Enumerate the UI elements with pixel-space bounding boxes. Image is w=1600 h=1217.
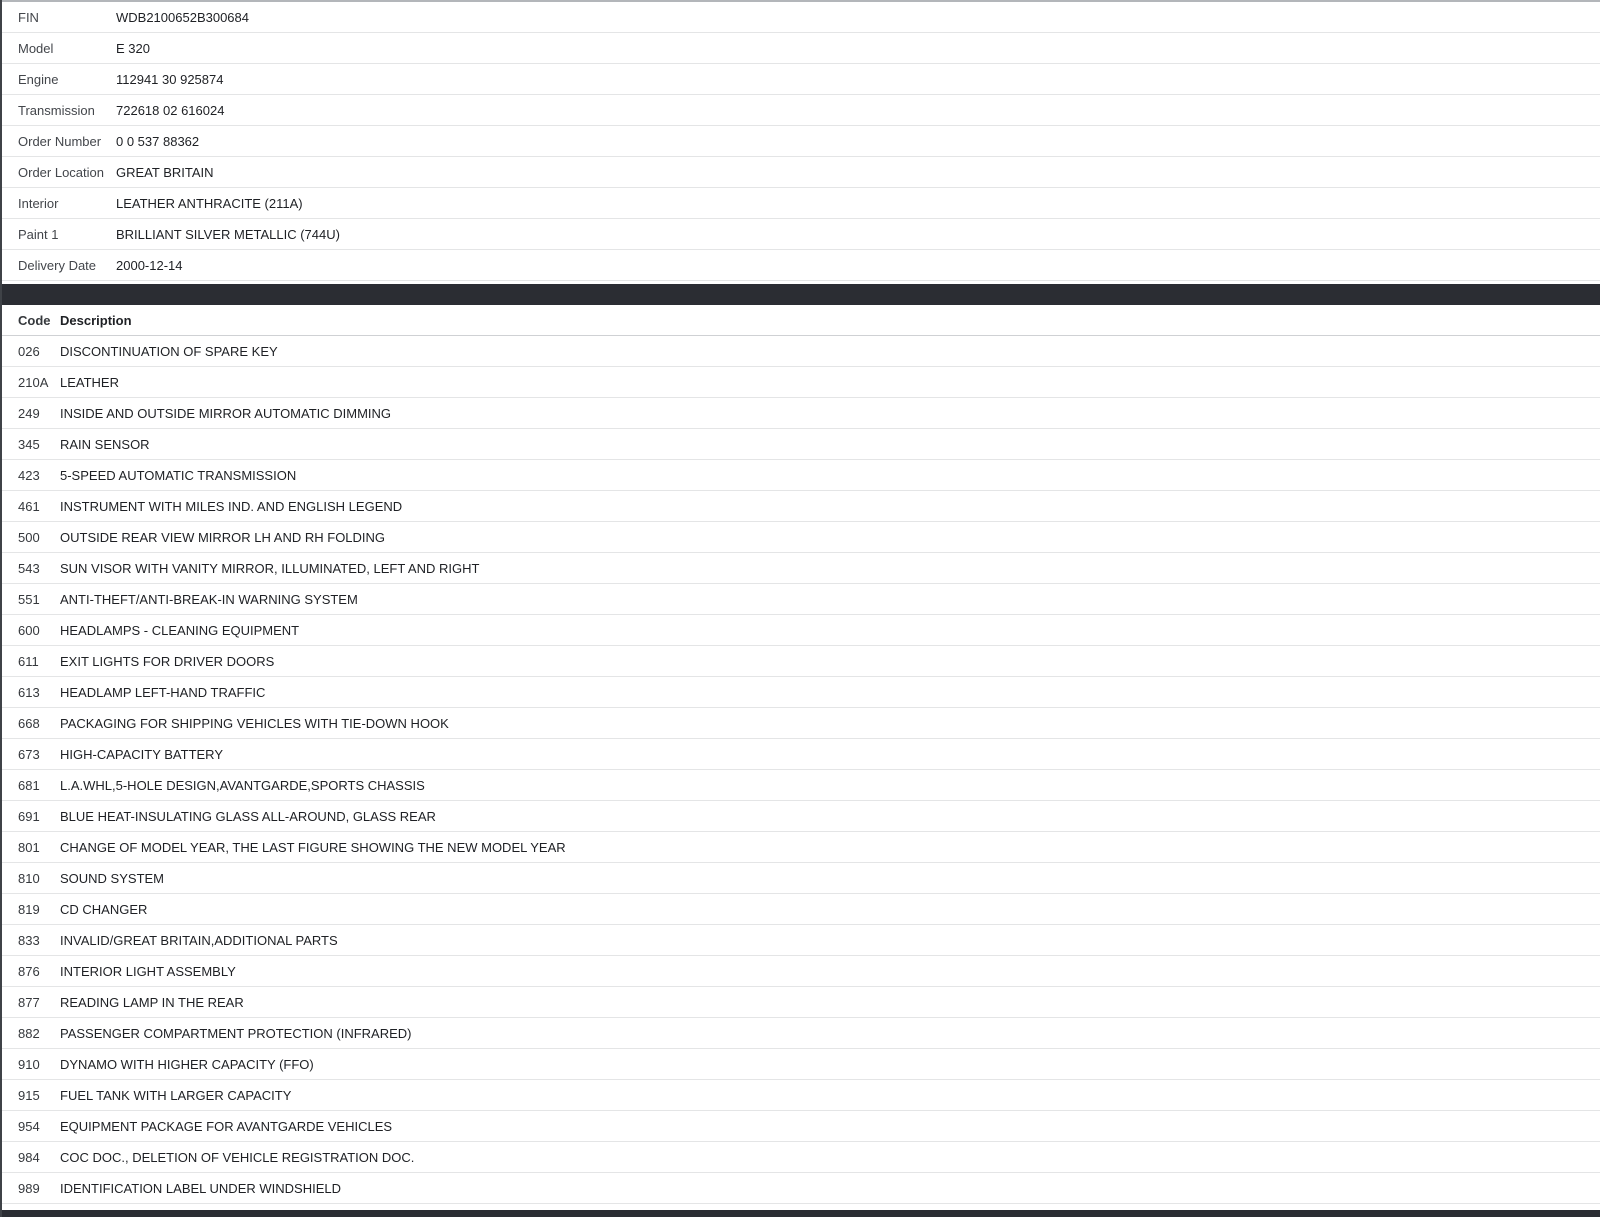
option-description: SUN VISOR WITH VANITY MIRROR, ILLUMINATED, LEFT AND RIGHT bbox=[60, 560, 480, 576]
spec-row bbox=[2, 2, 1600, 33]
code-row bbox=[2, 832, 1600, 863]
code-row bbox=[2, 398, 1600, 429]
option-code: 668 bbox=[18, 715, 40, 731]
option-description: DYNAMO WITH HIGHER CAPACITY (FFO) bbox=[60, 1056, 314, 1072]
code-row bbox=[2, 770, 1600, 801]
code-table-header-row bbox=[2, 305, 1600, 336]
option-description: HEADLAMPS - CLEANING EQUIPMENT bbox=[60, 622, 300, 638]
option-code: 613 bbox=[18, 684, 40, 700]
option-code: 543 bbox=[18, 560, 40, 576]
option-description: OUTSIDE REAR VIEW MIRROR LH AND RH FOLDING bbox=[60, 529, 386, 545]
option-description: READING LAMP IN THE REAR bbox=[60, 994, 244, 1010]
option-description: INVALID/GREAT BRITAIN,ADDITIONAL PARTS bbox=[60, 932, 338, 948]
code-row bbox=[2, 894, 1600, 925]
option-code: 877 bbox=[18, 994, 40, 1010]
section-separator-bar bbox=[2, 284, 1600, 305]
option-description: INTERIOR LIGHT ASSEMBLY bbox=[60, 963, 236, 979]
code-row bbox=[2, 677, 1600, 708]
option-code: 882 bbox=[18, 1025, 40, 1041]
code-row bbox=[2, 801, 1600, 832]
code-row bbox=[2, 1018, 1600, 1049]
spec-label: FIN bbox=[18, 9, 39, 25]
code-row bbox=[2, 1049, 1600, 1080]
code-row bbox=[2, 987, 1600, 1018]
spec-row bbox=[2, 157, 1600, 188]
spec-value: 2000-12-14 bbox=[116, 257, 183, 273]
option-code: 423 bbox=[18, 467, 40, 483]
option-description: PASSENGER COMPARTMENT PROTECTION (INFRARED) bbox=[60, 1025, 412, 1041]
option-code: 210A bbox=[18, 374, 49, 390]
option-code: 249 bbox=[18, 405, 40, 421]
option-description: COC DOC., DELETION OF VEHICLE REGISTRATION DOC. bbox=[60, 1149, 415, 1165]
option-description: RAIN SENSOR bbox=[60, 436, 150, 452]
option-code: 026 bbox=[18, 343, 40, 359]
spec-value: GREAT BRITAIN bbox=[116, 164, 214, 180]
option-code: 500 bbox=[18, 529, 40, 545]
option-code: 833 bbox=[18, 932, 40, 948]
option-description: FUEL TANK WITH LARGER CAPACITY bbox=[60, 1087, 292, 1103]
code-row bbox=[2, 1111, 1600, 1142]
code-row bbox=[2, 615, 1600, 646]
option-code: 801 bbox=[18, 839, 40, 855]
spec-label: Order Location bbox=[18, 164, 104, 180]
spec-label: Engine bbox=[18, 71, 59, 87]
equipment-codes-table bbox=[2, 305, 1600, 1204]
spec-label: Order Number bbox=[18, 133, 102, 149]
option-description: SOUND SYSTEM bbox=[60, 870, 165, 886]
spec-value: WDB2100652B300684 bbox=[116, 9, 249, 25]
code-row bbox=[2, 646, 1600, 677]
option-description: CHANGE OF MODEL YEAR, THE LAST FIGURE SHOWING THE NEW MODEL YEAR bbox=[60, 839, 566, 855]
spec-row bbox=[2, 33, 1600, 64]
code-row bbox=[2, 956, 1600, 987]
bottom-separator-bar bbox=[2, 1210, 1600, 1217]
spec-row bbox=[2, 95, 1600, 126]
spec-label: Paint 1 bbox=[18, 226, 59, 242]
spec-value: 112941 30 925874 bbox=[116, 71, 224, 87]
option-code: 910 bbox=[18, 1056, 40, 1072]
option-code: 989 bbox=[18, 1180, 40, 1196]
option-description: HEADLAMP LEFT-HAND TRAFFIC bbox=[60, 684, 266, 700]
option-code: 681 bbox=[18, 777, 40, 793]
option-code: 461 bbox=[18, 498, 40, 514]
option-code: 345 bbox=[18, 436, 40, 452]
option-code: 691 bbox=[18, 808, 40, 824]
option-description: BLUE HEAT-INSULATING GLASS ALL-AROUND, GLASS REAR bbox=[60, 808, 436, 824]
option-code: 984 bbox=[18, 1149, 40, 1165]
option-code: 551 bbox=[18, 591, 40, 607]
code-row bbox=[2, 925, 1600, 956]
option-description: 5-SPEED AUTOMATIC TRANSMISSION bbox=[60, 467, 297, 483]
spec-value: 722618 02 616024 bbox=[116, 102, 225, 118]
option-description: PACKAGING FOR SHIPPING VEHICLES WITH TIE-DOWN HOOK bbox=[60, 715, 449, 731]
spec-label: Transmission bbox=[18, 102, 95, 118]
spec-label: Interior bbox=[18, 195, 59, 211]
code-row bbox=[2, 460, 1600, 491]
description-column-header: Description bbox=[60, 312, 132, 328]
code-row bbox=[2, 1080, 1600, 1111]
code-column-header: Code bbox=[18, 312, 51, 328]
option-description: CD CHANGER bbox=[60, 901, 148, 917]
spec-row bbox=[2, 250, 1600, 281]
code-row bbox=[2, 1173, 1600, 1204]
option-code: 819 bbox=[18, 901, 40, 917]
option-code: 673 bbox=[18, 746, 40, 762]
option-code: 611 bbox=[18, 653, 39, 669]
spec-row bbox=[2, 188, 1600, 219]
code-row bbox=[2, 708, 1600, 739]
code-row bbox=[2, 739, 1600, 770]
option-description: LEATHER bbox=[60, 374, 119, 390]
code-row bbox=[2, 367, 1600, 398]
option-code: 876 bbox=[18, 963, 40, 979]
option-description: EQUIPMENT PACKAGE FOR AVANTGARDE VEHICLES bbox=[60, 1118, 393, 1134]
option-description: DISCONTINUATION OF SPARE KEY bbox=[60, 343, 278, 359]
code-row bbox=[2, 429, 1600, 460]
code-row bbox=[2, 553, 1600, 584]
option-description: IDENTIFICATION LABEL UNDER WINDSHIELD bbox=[60, 1180, 341, 1196]
code-row bbox=[2, 336, 1600, 367]
option-code: 600 bbox=[18, 622, 40, 638]
spec-value: LEATHER ANTHRACITE (211A) bbox=[116, 195, 303, 211]
code-row bbox=[2, 491, 1600, 522]
option-description: ANTI-THEFT/ANTI-BREAK-IN WARNING SYSTEM bbox=[60, 591, 358, 607]
vehicle-info-table bbox=[2, 0, 1600, 281]
spec-value: E 320 bbox=[116, 40, 150, 56]
spec-value: 0 0 537 88362 bbox=[116, 133, 200, 149]
spec-row bbox=[2, 126, 1600, 157]
option-description: HIGH-CAPACITY BATTERY bbox=[60, 746, 224, 762]
option-description: INSTRUMENT WITH MILES IND. AND ENGLISH LEGEND bbox=[60, 498, 403, 514]
code-row bbox=[2, 584, 1600, 615]
option-code: 915 bbox=[18, 1087, 40, 1103]
option-code: 810 bbox=[18, 870, 40, 886]
spec-label: Model bbox=[18, 40, 54, 56]
spec-row bbox=[2, 64, 1600, 95]
code-row bbox=[2, 863, 1600, 894]
option-description: EXIT LIGHTS FOR DRIVER DOORS bbox=[60, 653, 275, 669]
option-code: 954 bbox=[18, 1118, 40, 1134]
code-row bbox=[2, 1142, 1600, 1173]
spec-label: Delivery Date bbox=[18, 257, 97, 273]
spec-value: BRILLIANT SILVER METALLIC (744U) bbox=[116, 226, 340, 242]
option-description: L.A.WHL,5-HOLE DESIGN,AVANTGARDE,SPORTS CHASSIS bbox=[60, 777, 425, 793]
code-row bbox=[2, 522, 1600, 553]
spec-row bbox=[2, 219, 1600, 250]
option-description: INSIDE AND OUTSIDE MIRROR AUTOMATIC DIMMING bbox=[60, 405, 392, 421]
